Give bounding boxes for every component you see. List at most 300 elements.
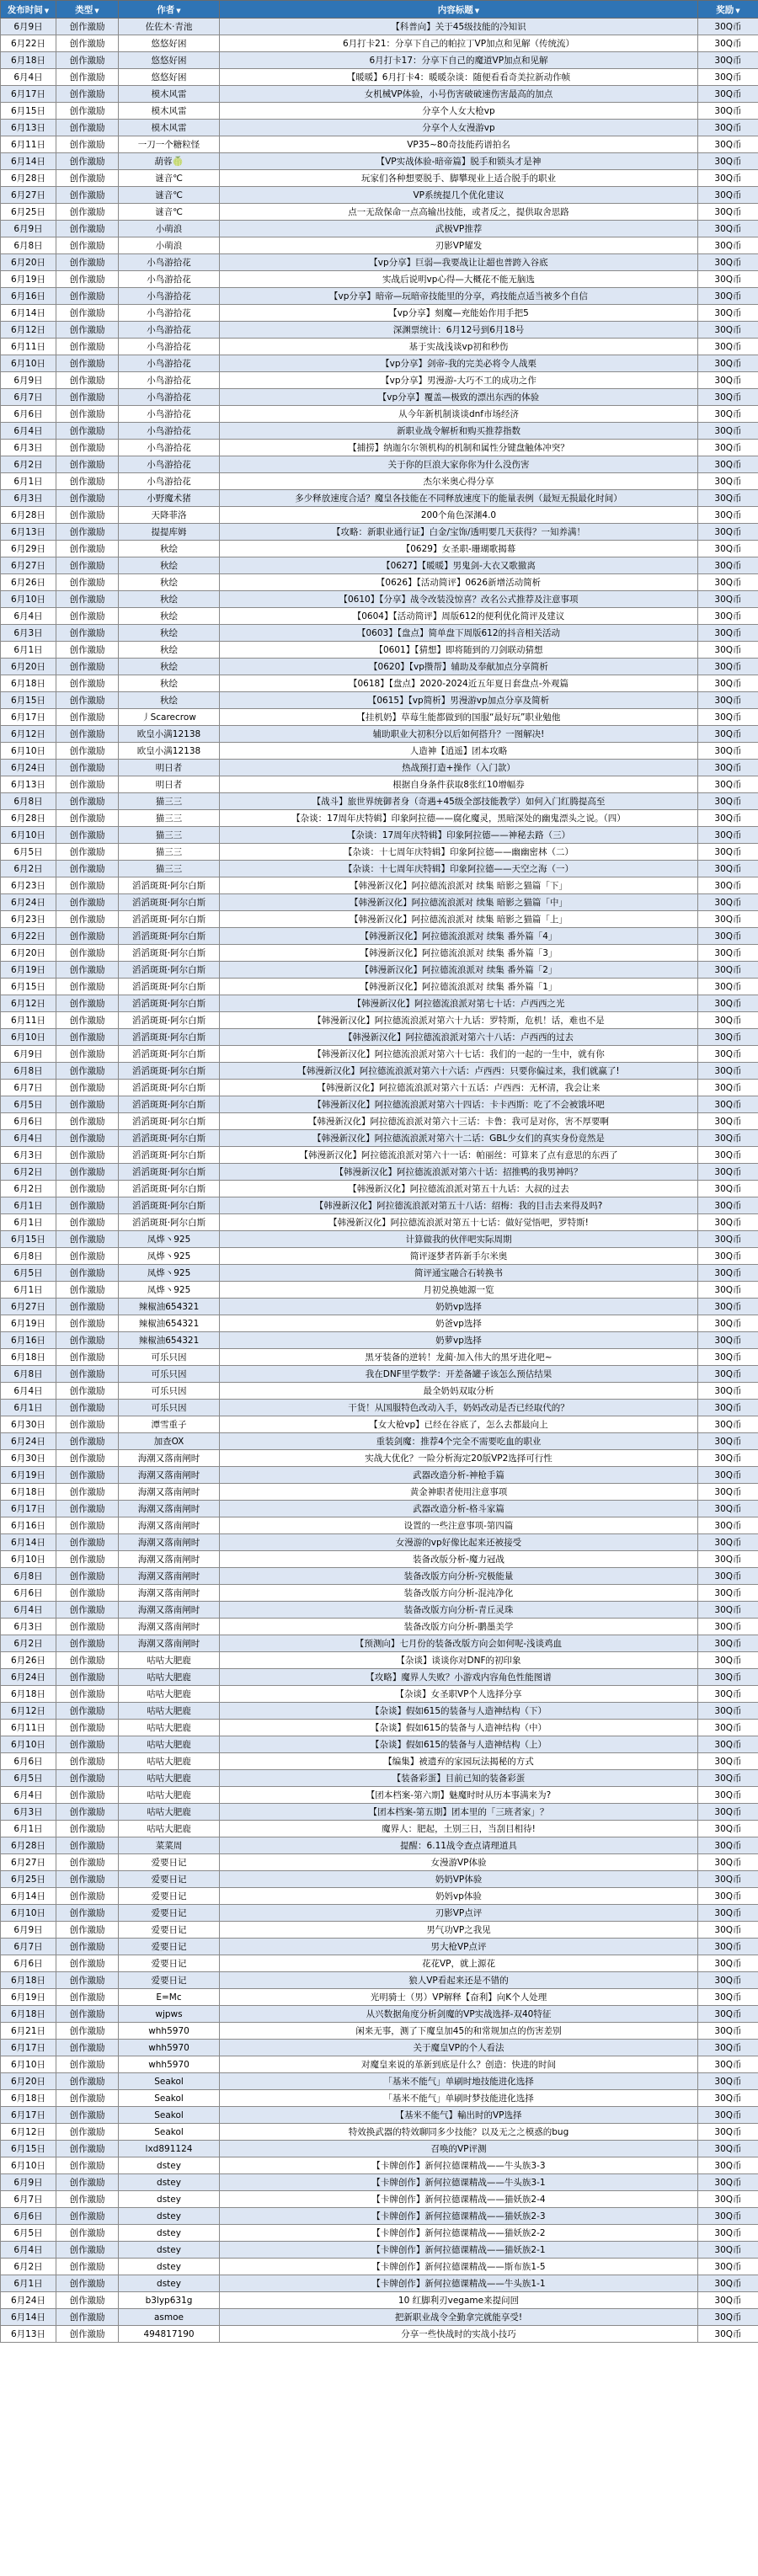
table-row [1, 389, 758, 406]
cell-type: 创作激励 [56, 288, 119, 305]
table-row [1, 1922, 758, 1939]
cell-title: 【0618】【盘点】2020-2024近五年夏日套盘点-外观篇 [220, 675, 698, 692]
cell-date: 6月1日 [1, 1821, 56, 1837]
table-row [1, 1299, 758, 1315]
cell-title: 【韩漫新汉化】阿拉德流浪派对 续集 暗影之猫篇「下」 [220, 877, 698, 894]
table-row [1, 928, 758, 945]
cell-type: 创作激励 [56, 810, 119, 827]
cell-type: 创作激励 [56, 1366, 119, 1383]
cell-title: 根据自身条件获取8张红10增幅券 [220, 776, 698, 793]
cell-date: 6月11日 [1, 339, 56, 355]
cell-date: 6月21日 [1, 2023, 56, 2040]
cell-type: 创作激励 [56, 709, 119, 726]
cell-type: 创作激励 [56, 1888, 119, 1905]
cell-date: 6月25日 [1, 1871, 56, 1888]
cell-title: 【攻略】魔界人失败？小游戏内容角色性能图谱 [220, 1669, 698, 1686]
cell-reward: 30Q币 [698, 1282, 758, 1299]
cell-author: 爱要日记 [119, 1888, 220, 1905]
cell-reward: 30Q币 [698, 1517, 758, 1534]
cell-author: 猫三三 [119, 861, 220, 877]
cell-type: 创作激励 [56, 355, 119, 372]
cell-type: 创作激励 [56, 844, 119, 861]
cell-date: 6月26日 [1, 1652, 56, 1669]
cell-type: 创作激励 [56, 2275, 119, 2292]
cell-title: 【杂谈：17周年庆特辑】印象阿拉德——腐化魔灵，黑暗深处的幽鬼漂头之说。（四） [220, 810, 698, 827]
cell-date: 6月28日 [1, 810, 56, 827]
cell-title: 从今年新机制谈谈dnf市场经济 [220, 406, 698, 423]
cell-author: 海潮又落南闸时 [119, 1619, 220, 1635]
cell-date: 6月5日 [1, 1770, 56, 1787]
cell-author: 可乐只因 [119, 1349, 220, 1366]
table-row [1, 1248, 758, 1265]
cell-reward: 30Q币 [698, 2242, 758, 2259]
cell-title: 关于魔皇VP的个人看法 [220, 2040, 698, 2056]
cell-author: 滔滔斑斑·阿尔白斯 [119, 1012, 220, 1029]
cell-reward: 30Q币 [698, 2157, 758, 2174]
column-header-date[interactable] [1, 1, 56, 19]
cell-date: 6月8日 [1, 1063, 56, 1080]
cell-type: 创作激励 [56, 995, 119, 1012]
cell-reward: 30Q币 [698, 827, 758, 844]
table-row [1, 372, 758, 389]
cell-title: 杰尔米奥心得分享 [220, 473, 698, 490]
cell-title: 【vp分享】暗帝—玩暗帝技能里的分享，鸡技能点适当被多个自信 [220, 288, 698, 305]
cell-type: 创作激励 [56, 1922, 119, 1939]
cell-author: 谜音℃ [119, 187, 220, 204]
cell-title: 干货！从国服特色改动入手，奶妈改动是否已经取代的？ [220, 1400, 698, 1416]
table-row [1, 1450, 758, 1467]
cell-type: 创作激励 [56, 389, 119, 406]
cell-type: 创作激励 [56, 52, 119, 69]
cell-reward: 30Q币 [698, 322, 758, 339]
cell-reward: 30Q币 [698, 2006, 758, 2023]
cell-type: 创作激励 [56, 1854, 119, 1871]
cell-type: 创作激励 [56, 1080, 119, 1096]
cell-title: 【卡牌创作】新何拉德课精战——猫妖族2-1 [220, 2242, 698, 2259]
cell-title: 奶奶VP体验 [220, 1871, 698, 1888]
cell-date: 6月28日 [1, 170, 56, 187]
cell-reward: 30Q币 [698, 709, 758, 726]
table-row [1, 1534, 758, 1551]
cell-author: 爱要日记 [119, 1922, 220, 1939]
cell-date: 6月14日 [1, 153, 56, 170]
cell-date: 6月6日 [1, 1585, 56, 1602]
cell-author: 海潮又落南闸时 [119, 1534, 220, 1551]
cell-type: 创作激励 [56, 2225, 119, 2242]
cell-type: 创作激励 [56, 1096, 119, 1113]
table-row [1, 2275, 758, 2292]
table-row [1, 288, 758, 305]
cell-author: 凤烨丶925 [119, 1265, 220, 1282]
cell-date: 6月8日 [1, 1366, 56, 1383]
cell-author: Seakol [119, 2073, 220, 2090]
cell-title: 重装剑魔：推荐4个完全不需要吃血的职业 [220, 1433, 698, 1450]
cell-date: 6月1日 [1, 1400, 56, 1416]
cell-reward: 30Q币 [698, 945, 758, 962]
cell-type: 创作激励 [56, 1315, 119, 1332]
cell-title: 【杂谈：十七周年庆特辑】印象阿拉德——天空之海（一） [220, 861, 698, 877]
table-row [1, 440, 758, 456]
cell-author: 小鸟游拾花 [119, 339, 220, 355]
table-row [1, 2141, 758, 2157]
cell-title: 闲来无事，测了下魔皇加45的和常规加点的伤害差别 [220, 2023, 698, 2040]
table-row [1, 305, 758, 322]
cell-type: 创作激励 [56, 1029, 119, 1046]
cell-author: 葫蓉🍈 [119, 153, 220, 170]
cell-date: 6月15日 [1, 692, 56, 709]
table-row [1, 339, 758, 355]
cell-date: 6月14日 [1, 1888, 56, 1905]
cell-reward: 30Q币 [698, 170, 758, 187]
cell-reward: 30Q币 [698, 1686, 758, 1703]
table-row [1, 1197, 758, 1214]
table-row [1, 2073, 758, 2090]
cell-title: 女漫游VP体验 [220, 1854, 698, 1871]
cell-type: 创作激励 [56, 406, 119, 423]
cell-title: 简评逐梦者阵新手尔米奥 [220, 1248, 698, 1265]
cell-type: 创作激励 [56, 339, 119, 355]
table-row [1, 35, 758, 52]
cell-author: 滔滔斑斑·阿尔白斯 [119, 1113, 220, 1130]
cell-author: 提提库姆 [119, 524, 220, 541]
cell-author: 滔滔斑斑·阿尔白斯 [119, 1063, 220, 1080]
filter-dropdown-icon[interactable]: ▼ [94, 7, 99, 14]
cell-type: 创作激励 [56, 69, 119, 86]
cell-reward: 30Q币 [698, 675, 758, 692]
cell-type: 创作激励 [56, 86, 119, 103]
cell-type: 创作激励 [56, 2107, 119, 2124]
cell-date: 6月1日 [1, 2275, 56, 2292]
table-row [1, 136, 758, 153]
cell-date: 6月5日 [1, 1265, 56, 1282]
cell-type: 创作激励 [56, 574, 119, 591]
cell-type: 创作激励 [56, 1989, 119, 2006]
cell-author: 滔滔斑斑·阿尔白斯 [119, 894, 220, 911]
table-row [1, 19, 758, 35]
cell-type: 创作激励 [56, 877, 119, 894]
table-row [1, 2191, 758, 2208]
cell-type: 创作激励 [56, 776, 119, 793]
cell-type: 创作激励 [56, 35, 119, 52]
cell-date: 6月17日 [1, 2040, 56, 2056]
column-header-reward[interactable] [698, 1, 758, 19]
cell-reward: 30Q币 [698, 541, 758, 557]
cell-author: 小鸟游拾花 [119, 440, 220, 456]
cell-type: 创作激励 [56, 2124, 119, 2141]
table-row [1, 894, 758, 911]
table-row [1, 507, 758, 524]
cell-date: 6月23日 [1, 911, 56, 928]
cell-reward: 30Q币 [698, 1770, 758, 1787]
table-row [1, 1265, 758, 1282]
cell-author: 秋绘 [119, 625, 220, 642]
cell-date: 6月1日 [1, 1197, 56, 1214]
cell-reward: 30Q币 [698, 1315, 758, 1332]
cell-title: 【vp分享】刻魔—充能始作用手把5 [220, 305, 698, 322]
cell-reward: 30Q币 [698, 1080, 758, 1096]
table-row [1, 1096, 758, 1113]
cell-title: 对魔皇来说的革新到底是什么？创造：快进的时间 [220, 2056, 698, 2073]
cell-reward: 30Q币 [698, 1888, 758, 1905]
cell-title: 【韩漫新汉化】阿拉德流浪派对第七十话：卢西西之光 [220, 995, 698, 1012]
cell-reward: 30Q币 [698, 557, 758, 574]
cell-title: 「基米不能气」单刷时地技能进化选择 [220, 2073, 698, 2090]
cell-date: 6月17日 [1, 709, 56, 726]
cell-reward: 30Q币 [698, 19, 758, 35]
cell-title: 提醒：6.11战令查点请理道具 [220, 1837, 698, 1854]
cell-reward: 30Q币 [698, 928, 758, 945]
cell-reward: 30Q币 [698, 2174, 758, 2191]
cell-type: 创作激励 [56, 1585, 119, 1602]
cell-type: 创作激励 [56, 945, 119, 962]
table-row [1, 204, 758, 221]
cell-title: 【预测向】七月份的装备改版方向会如何呢-浅谈鸡血 [220, 1635, 698, 1652]
cell-title: 设置的一些注意事项-第四篇 [220, 1517, 698, 1534]
cell-type: 创作激励 [56, 507, 119, 524]
filter-dropdown-icon[interactable]: ▼ [474, 7, 480, 14]
cell-reward: 30Q币 [698, 962, 758, 979]
table-row [1, 2006, 758, 2023]
cell-author: whh5970 [119, 2056, 220, 2073]
cell-date: 6月14日 [1, 1534, 56, 1551]
cell-reward: 30Q币 [698, 1568, 758, 1585]
cell-type: 创作激励 [56, 2242, 119, 2259]
cell-reward: 30Q币 [698, 894, 758, 911]
cell-type: 创作激励 [56, 1770, 119, 1787]
cell-author: 加查OX [119, 1433, 220, 1450]
table-row [1, 1416, 758, 1433]
cell-author: 咕咕大肥鹿 [119, 1770, 220, 1787]
cell-title: 【杂谈：十七周年庆特辑】印象阿拉德——幽幽密林（二） [220, 844, 698, 861]
cell-date: 6月8日 [1, 1568, 56, 1585]
cell-title: 【杂谈】假如615的装备与人造神结构（上） [220, 1736, 698, 1753]
table-row [1, 1349, 758, 1366]
cell-reward: 30Q币 [698, 271, 758, 288]
cell-title: VP35~80奇技能药谱拍名 [220, 136, 698, 153]
cell-type: 创作激励 [56, 1955, 119, 1972]
table-row [1, 692, 758, 709]
cell-type: 创作激励 [56, 2326, 119, 2343]
cell-title: 刃影VP点评 [220, 1905, 698, 1922]
cell-author: dstey [119, 2157, 220, 2174]
cell-type: 创作激励 [56, 1113, 119, 1130]
cell-date: 6月4日 [1, 1383, 56, 1400]
cell-reward: 30Q币 [698, 1652, 758, 1669]
cell-reward: 30Q币 [698, 490, 758, 507]
cell-author: 滔滔斑斑·阿尔白斯 [119, 1029, 220, 1046]
cell-date: 6月20日 [1, 2073, 56, 2090]
cell-date: 6月19日 [1, 271, 56, 288]
table-row [1, 945, 758, 962]
cell-author: 凤烨丶925 [119, 1231, 220, 1248]
cell-title: 热战预打造+操作（入门款） [220, 760, 698, 776]
cell-date: 6月10日 [1, 2157, 56, 2174]
cell-date: 6月14日 [1, 2309, 56, 2326]
cell-author: 滔滔斑斑·阿尔白斯 [119, 1130, 220, 1147]
cell-reward: 30Q币 [698, 1113, 758, 1130]
cell-author: 咕咕大肥鹿 [119, 1652, 220, 1669]
cell-reward: 30Q币 [698, 2023, 758, 2040]
table-row [1, 187, 758, 204]
cell-type: 创作激励 [56, 1248, 119, 1265]
cell-author: wjpws [119, 2006, 220, 2023]
cell-date: 6月10日 [1, 1905, 56, 1922]
table-row [1, 1484, 758, 1501]
cell-type: 创作激励 [56, 608, 119, 625]
cell-reward: 30Q币 [698, 1063, 758, 1080]
cell-reward: 30Q币 [698, 1955, 758, 1972]
cell-author: 小鸟游拾花 [119, 473, 220, 490]
cell-date: 6月11日 [1, 136, 56, 153]
cell-title: 【卡牌创作】新何拉德课精战——牛头族3-3 [220, 2157, 698, 2174]
cell-author: 小鸟游拾花 [119, 322, 220, 339]
cell-reward: 30Q币 [698, 1922, 758, 1939]
table-row [1, 541, 758, 557]
cell-author: 小鸟游拾花 [119, 305, 220, 322]
cell-reward: 30Q币 [698, 1736, 758, 1753]
cell-title: 黄金神职者使用注意事项 [220, 1484, 698, 1501]
cell-type: 创作激励 [56, 1669, 119, 1686]
cell-title: 【0601】【猜想】即将随到的刀剑联动猜想 [220, 642, 698, 659]
cell-date: 6月1日 [1, 1214, 56, 1231]
cell-reward: 30Q币 [698, 69, 758, 86]
cell-date: 6月30日 [1, 1450, 56, 1467]
cell-title: 【韩漫新汉化】阿拉德流浪派对第五十七话：做好觉悟吧，罗特斯! [220, 1214, 698, 1231]
table-row [1, 355, 758, 372]
column-header-title[interactable] [220, 1, 698, 19]
cell-reward: 30Q币 [698, 1837, 758, 1854]
cell-title: 【韩漫新汉化】阿拉德流浪派对第六十一话：帕丽丝：可算来了点有意思的东西了 [220, 1147, 698, 1164]
cell-type: 创作激励 [56, 1433, 119, 1450]
cell-author: 爱要日记 [119, 1854, 220, 1871]
cell-reward: 30Q币 [698, 1029, 758, 1046]
table-row [1, 2090, 758, 2107]
cell-type: 创作激励 [56, 1939, 119, 1955]
cell-date: 6月20日 [1, 945, 56, 962]
cell-type: 创作激励 [56, 2191, 119, 2208]
cell-author: 咕咕大肥鹿 [119, 1703, 220, 1720]
cell-author: 秋绘 [119, 591, 220, 608]
cell-type: 创作激励 [56, 1736, 119, 1753]
cell-type: 创作激励 [56, 1147, 119, 1164]
cell-type: 创作激励 [56, 1517, 119, 1534]
cell-date: 6月9日 [1, 1046, 56, 1063]
cell-title: 【韩漫新汉化】阿拉德流浪派对第六十六话：卢西西：只要你偏过来，我们就赢了! [220, 1063, 698, 1080]
cell-author: 咕咕大肥鹿 [119, 1669, 220, 1686]
cell-date: 6月3日 [1, 625, 56, 642]
cell-title: 装备改版方向分析-混沌净化 [220, 1585, 698, 1602]
table-row [1, 1046, 758, 1063]
cell-author: 秋绘 [119, 692, 220, 709]
cell-author: 滔滔斑斑·阿尔白斯 [119, 1046, 220, 1063]
cell-date: 6月12日 [1, 726, 56, 743]
filter-dropdown-icon[interactable]: ▼ [735, 7, 740, 14]
cell-title: 【韩漫新汉化】阿拉德流浪派对 续集 番外篇「3」 [220, 945, 698, 962]
cell-author: 辣椒油654321 [119, 1299, 220, 1315]
cell-date: 6月24日 [1, 1669, 56, 1686]
cell-type: 创作激励 [56, 1349, 119, 1366]
table-row [1, 1400, 758, 1416]
cell-title: 点一无敌保命一点高输出技能，或者反之，提供取舍思路 [220, 204, 698, 221]
cell-author: 小鸟游拾花 [119, 372, 220, 389]
cell-type: 创作激励 [56, 760, 119, 776]
cell-author: 咕咕大肥鹿 [119, 1787, 220, 1804]
cell-type: 创作激励 [56, 1972, 119, 1989]
table-row [1, 2309, 758, 2326]
filter-dropdown-icon[interactable]: ▼ [176, 7, 181, 14]
table-row [1, 1686, 758, 1703]
cell-author: 爱要日记 [119, 1871, 220, 1888]
cell-author: 海潮又落南闸时 [119, 1602, 220, 1619]
cell-reward: 30Q币 [698, 1585, 758, 1602]
cell-date: 6月24日 [1, 2292, 56, 2309]
cell-type: 创作激励 [56, 1282, 119, 1299]
cell-date: 6月22日 [1, 928, 56, 945]
cell-type: 创作激励 [56, 1703, 119, 1720]
cell-reward: 30Q币 [698, 1130, 758, 1147]
cell-reward: 30Q币 [698, 2309, 758, 2326]
cell-title: 实战后说明vp心得—大概花不能无脑选 [220, 271, 698, 288]
cell-author: 小萌浪 [119, 221, 220, 237]
cell-reward: 30Q币 [698, 2326, 758, 2343]
cell-author: 海潮又落南闸时 [119, 1635, 220, 1652]
cell-author: 小鸟游拾花 [119, 423, 220, 440]
cell-date: 6月18日 [1, 1686, 56, 1703]
cell-type: 创作激励 [56, 1484, 119, 1501]
cell-date: 6月9日 [1, 2174, 56, 2191]
column-header-type[interactable] [56, 1, 119, 19]
cell-date: 6月4日 [1, 1787, 56, 1804]
cell-date: 6月4日 [1, 608, 56, 625]
cell-type: 创作激励 [56, 1265, 119, 1282]
filter-dropdown-icon[interactable]: ▼ [44, 7, 50, 14]
cell-author: 爱要日记 [119, 1939, 220, 1955]
cell-title: 女漫游的vp好像比起来还被接受 [220, 1534, 698, 1551]
cell-author: 海潮又落南闸时 [119, 1484, 220, 1501]
cell-title: 【0620】【vp攒帮】辅助及奉献加点分享简析 [220, 659, 698, 675]
cell-type: 创作激励 [56, 642, 119, 659]
table-row [1, 2292, 758, 2309]
cell-type: 创作激励 [56, 1332, 119, 1349]
cell-type: 创作激励 [56, 1652, 119, 1669]
cell-author: 小鸟游拾花 [119, 406, 220, 423]
cell-title: 深渊票统计：6月12号到6月18号 [220, 322, 698, 339]
cell-reward: 30Q币 [698, 288, 758, 305]
table-body [1, 19, 758, 2343]
cell-date: 6月7日 [1, 2191, 56, 2208]
cell-author: 凤烨丶925 [119, 1248, 220, 1265]
cell-type: 创作激励 [56, 1787, 119, 1804]
cell-title: 【基米不能气】輸出时的VP选择 [220, 2107, 698, 2124]
table-row [1, 2124, 758, 2141]
cell-author: 菜菜周 [119, 1837, 220, 1854]
cell-reward: 30Q币 [698, 204, 758, 221]
cell-type: 创作激励 [56, 524, 119, 541]
cell-type: 创作激励 [56, 204, 119, 221]
cell-reward: 30Q币 [698, 1753, 758, 1770]
cell-reward: 30Q币 [698, 1197, 758, 1214]
cell-title: 【vp分享】男漫游-大巧不工的成功之作 [220, 372, 698, 389]
table-row [1, 1787, 758, 1804]
cell-type: 创作激励 [56, 1467, 119, 1484]
cell-date: 6月7日 [1, 1080, 56, 1096]
cell-type: 创作激励 [56, 1568, 119, 1585]
cell-date: 6月10日 [1, 1736, 56, 1753]
cell-date: 6月9日 [1, 221, 56, 237]
column-header-author[interactable] [119, 1, 220, 19]
table-row [1, 153, 758, 170]
cell-title: 装备改版方向分析-青丘灵珠 [220, 1602, 698, 1619]
